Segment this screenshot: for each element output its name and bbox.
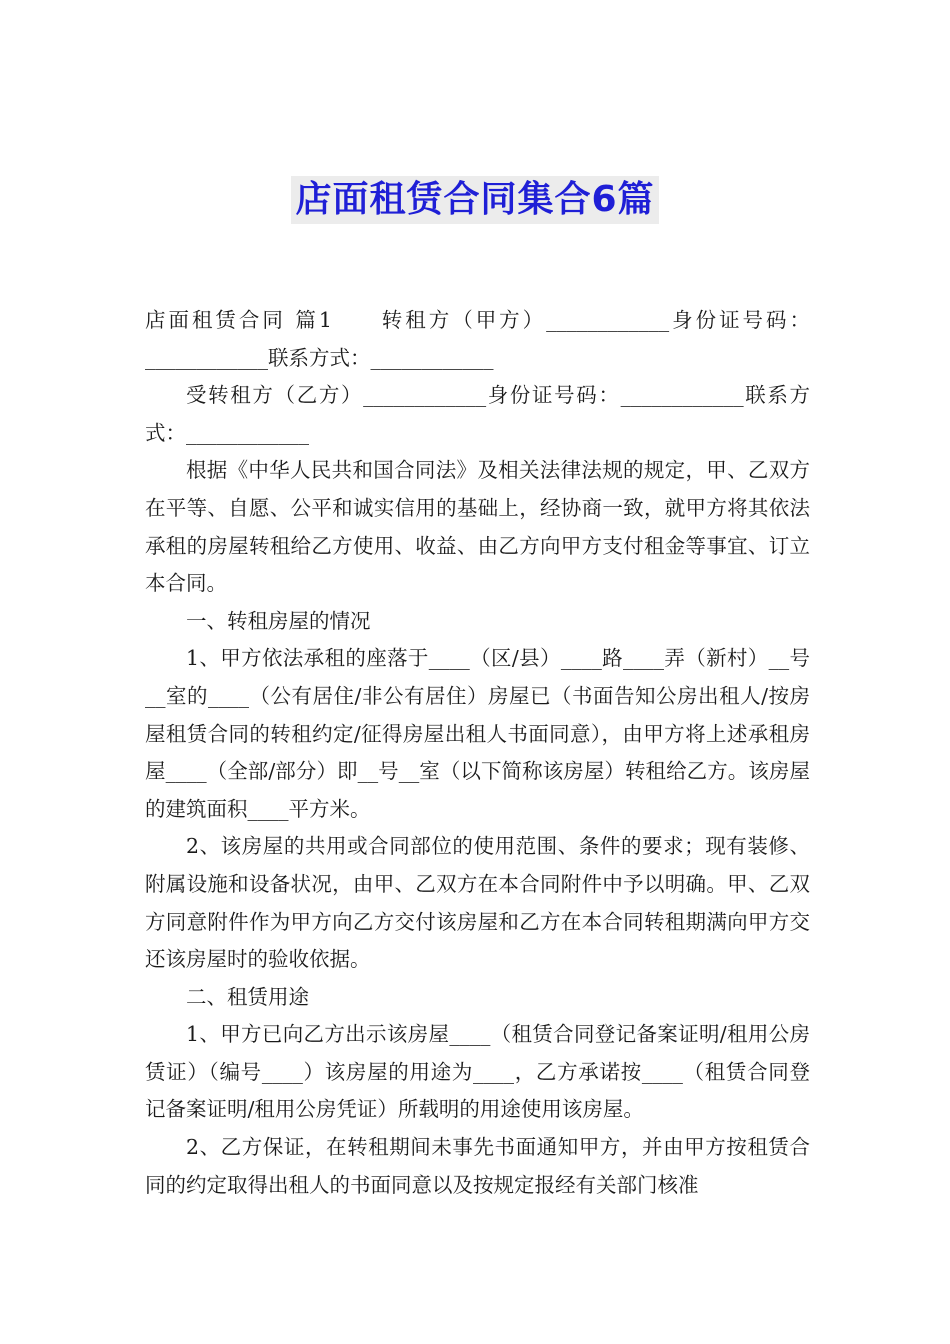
section-heading: 二、租赁用途 <box>186 984 309 1009</box>
paragraph-lessee: 受转租方（乙方）____________身份证号码：____________联系方式：____________ <box>145 383 810 445</box>
paragraph-clause: 2、乙方保证，在转租期间未事先书面通知甲方，并由甲方按租赁合同的约定取得出租人的书面同意以及按规定报经有关部门核准 <box>145 1135 810 1197</box>
paragraph-header: 店面租赁合同 篇1 转租方（甲方）____________身份证号码：____________联系方式：____________ <box>145 308 810 370</box>
document-body <box>145 302 810 1204</box>
paragraph-clause: 2、该房屋的共用或合同部位的使用范围、条件的要求；现有装修、附属设施和设备状况，由甲、乙双方在本合同附件中予以明确。甲、乙双方同意附件作为甲方向乙方交付该房屋和乙方在本合同转租期满向甲方交还该房屋时的验收依据。 <box>145 834 810 972</box>
section-heading: 一、转租房屋的情况 <box>186 608 371 633</box>
title-wrap <box>0 176 950 224</box>
paragraph-preamble: 根据《中华人民共和国合同法》及相关法律法规的规定，甲、乙双方在平等、自愿、公平和诚实信用的基础上，经协商一致，就甲方将其依法承租的房屋转租给乙方使用、收益、由乙方向甲方支付租金等事宜、订立本合同。 <box>145 458 810 596</box>
document-title: 店面租赁合同集合6篇 <box>291 176 658 224</box>
paragraph-clause: 1、甲方已向乙方出示该房屋____（租赁合同登记备案证明/租用公房赁证）（编号____）该房屋的用途为____，乙方承诺按____（租赁合同登记备案证明/租用公房凭证）所载明的用途使用该房屋。 <box>145 1022 810 1122</box>
paragraph-clause: 1、甲方依法承租的座落于____（区/县）____路____弄（新村）__号__室的____（公有居住/非公有居住）房屋已（书面告知公房出租人/按房屋租赁合同的转租约定/征得房屋出租人书面同意），由甲方将上述承租房屋____（全部/部分）即__号__室（以下简称该房屋）转租给乙方。该房屋的建筑面积____平方米。 <box>145 646 810 821</box>
